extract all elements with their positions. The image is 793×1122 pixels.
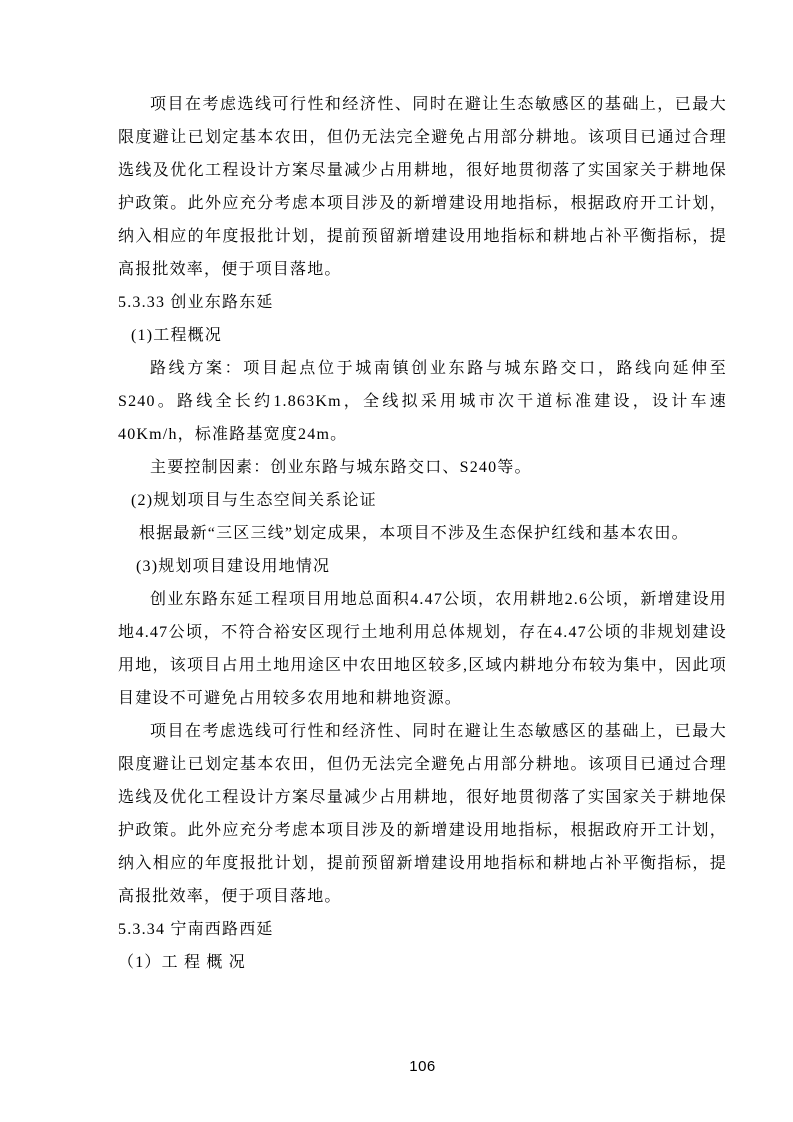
- paragraph-three-zones-conclusion: 根据最新“三区三线”划定成果，本项目不涉及生态保护红线和基本农田。: [139, 525, 689, 542]
- paragraph-control-factors: 主要控制因素：创业东路与城东路交口、S240等。: [150, 459, 532, 476]
- list-item-project-overview-5334: （1）工 程 概 况: [118, 954, 247, 971]
- paragraph-route-plan: 路线方案：项目起点位于城南镇创业东路与城东路交口，路线向延伸至S240。路线全长约1.863Km，全线拟采用城市次干道标准建设，设计车速40Km/h，标准路基宽度24m。: [118, 360, 727, 443]
- list-item-land-use-situation: (3)规划项目建设用地情况: [136, 558, 331, 575]
- page-number: 106: [409, 1058, 436, 1075]
- section-heading-5-3-34: 5.3.34 宁南西路西延: [118, 921, 274, 938]
- list-item-eco-space-relation: (2)规划项目与生态空间关系论证: [131, 492, 377, 509]
- section-heading-5-3-33: 5.3.33 创业东路东延: [118, 294, 274, 311]
- paragraph-land-use-details: 创业东路东延工程项目用地总面积4.47公顷，农用耕地2.6公顷，新增建设用地4.47公顷，不符合裕安区现行土地利用总体规划，存在4.47公顷的非规划建设用地，该项目占用土地用途区中农田地区较多,区域内耕地分布较为集中，因此项目建设不可避免占用较多农用地和耕地资源。: [118, 591, 727, 707]
- paragraph-farmland-mitigation: 项目在考虑选线可行性和经济性、同时在避让生态敏感区的基础上，已最大限度避让已划定基本农田，但仍无法完全避免占用部分耕地。该项目已通过合理选线及优化工程设计方案尽量减少占用耕地，很好地贯彻落了实国家关于耕地保护政策。此外应充分考虑本项目涉及的新增建设用地指标，根据政府开工计划，纳入相应的年度报批计划，提前预留新增建设用地指标和耕地占补平衡指标，提高报批效率，便于项目落地。: [118, 96, 727, 278]
- list-item-project-overview: (1)工程概况: [131, 327, 223, 344]
- paragraph-farmland-mitigation-repeat: 项目在考虑选线可行性和经济性、同时在避让生态敏感区的基础上，已最大限度避让已划定基本农田，但仍无法完全避免占用部分耕地。该项目已通过合理选线及优化工程设计方案尽量减少占用耕地，很好地贯彻落了实国家关于耕地保护政策。此外应充分考虑本项目涉及的新增建设用地指标，根据政府开工计划，纳入相应的年度报批计划，提前预留新增建设用地指标和耕地占补平衡指标，提高报批效率，便于项目落地。: [118, 723, 727, 905]
